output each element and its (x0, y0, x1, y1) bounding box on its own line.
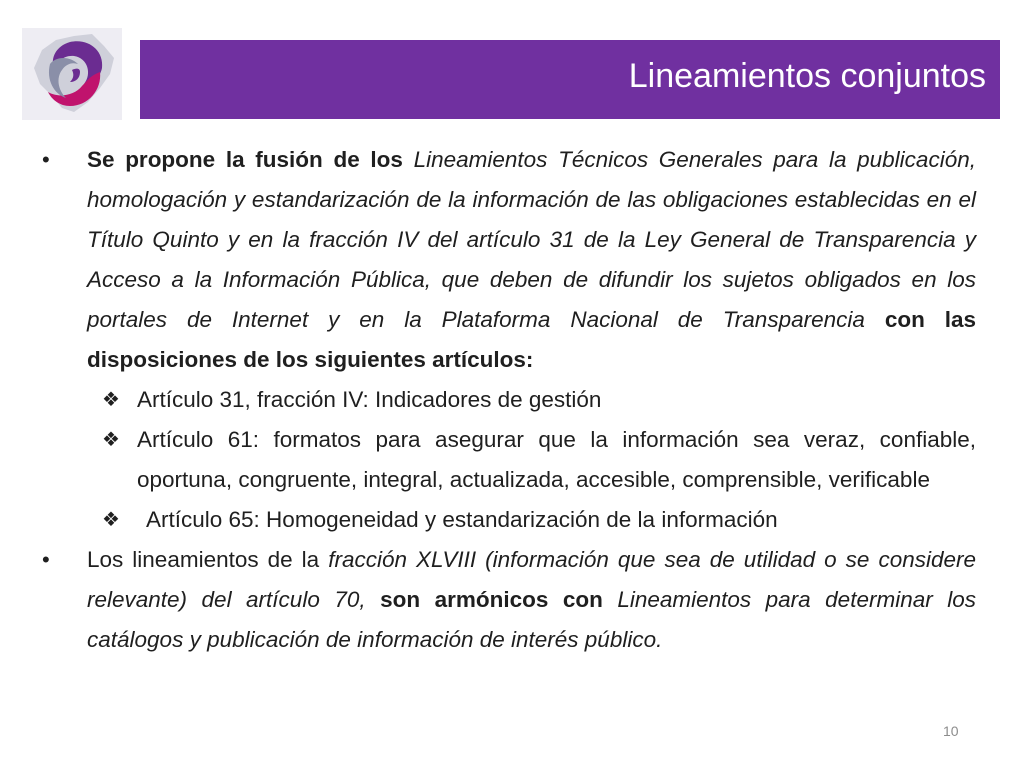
bullet-item (40, 140, 976, 380)
bullet-text: Los lineamientos de la (87, 547, 320, 572)
bullet-bold-text: con las disposiciones de los siguientes artículos: (87, 307, 977, 372)
diamond-bullet-icon: ❖ (102, 509, 120, 531)
sub-bullet-item (40, 380, 976, 420)
slide-content (40, 140, 976, 660)
sub-bullet-text: Artículo 61: formatos para asegurar que la información sea veraz, confiable, oportuna, congruente, integral, actualizada, accesible, comprensible, verificable (137, 427, 976, 492)
diamond-bullet-icon: ❖ (102, 429, 120, 451)
sub-bullet-text: Artículo 65: Homogeneidad y estandarización de la información (146, 507, 778, 532)
sub-bullet-item (40, 500, 976, 540)
bullet-italic-text: Lineamientos Técnicos Generales para la publicación, homologación y estandarización de la información de las obligaciones establecidas en el Título Quinto y en la fracción IV del artículo 31 de la Ley General de Transparencia y Acceso a la Información Pública, que deben de difundir los sujetos obligados en los portales de Internet y en la Plataforma Nacional de Transparencia (87, 147, 976, 332)
title-bar (140, 40, 1000, 119)
logo-icon (22, 28, 122, 120)
sub-bullet-item (40, 420, 976, 500)
slide-title: Lineamientos conjuntos (628, 57, 986, 95)
bullet-bold-text: son armónicos con (380, 587, 603, 612)
logo (22, 28, 122, 120)
page-number: 10 (943, 723, 959, 739)
bullet-italic-text: fracción XLVIII (información que sea de utilidad o se considere relevante) del artículo 70, (87, 547, 977, 612)
diamond-bullet-icon: ❖ (102, 389, 120, 411)
bullet-item (40, 540, 976, 660)
bullet-bold-text: Se propone la fusión de los (87, 147, 403, 172)
sub-bullet-text: Artículo 31, fracción IV: Indicadores de gestión (137, 387, 602, 412)
bullet-italic-text: Lineamientos para determinar los catálogos y publicación de información de interés público. (87, 587, 976, 652)
